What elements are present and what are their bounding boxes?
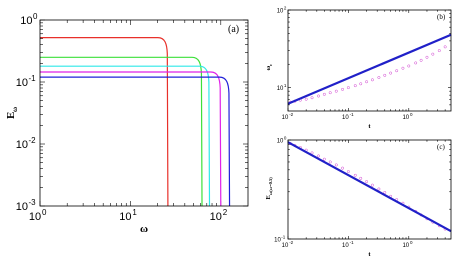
panel-c-y-axis-label-sub: ω(ω=0.5) <box>267 177 273 195</box>
panel-c-x-axis-label: t <box>368 251 371 258</box>
y-tick-label-exponent: -3 <box>28 198 36 207</box>
x-tick-label: 10 <box>209 211 222 223</box>
x-tick-label-exponent: 0 <box>409 112 413 117</box>
x-tick-label-exponent: 0 <box>42 208 47 217</box>
x-tick-label: 10 <box>342 243 349 249</box>
y-tick-label: 10 <box>15 139 28 151</box>
x-tick-label-exponent: -2 <box>289 240 294 245</box>
x-tick-label-exponent: -1 <box>349 240 354 245</box>
y-tick-label: 10 <box>276 8 284 15</box>
panel-b-y-axis-label-main: ω <box>265 65 272 71</box>
panel-b-y-axis-label-sub: c <box>267 64 273 66</box>
y-tick-label: 10 <box>276 138 284 145</box>
y-tick-label-exponent: -1 <box>28 74 36 83</box>
panel-c-label: (c) <box>437 143 445 151</box>
x-tick-label: 10 <box>119 211 132 223</box>
x-tick-label: 10 <box>28 211 42 223</box>
x-tick-label-exponent: 0 <box>409 240 413 245</box>
x-tick-label-exponent: 1 <box>132 208 137 217</box>
y-tick-label: 10 <box>15 77 28 89</box>
y-tick-label: 10 <box>276 86 284 93</box>
y-tick-label-exponent: 0 <box>283 135 287 141</box>
panel-b-x-axis-label: t <box>368 123 371 130</box>
panel-c-y-axis-label-main: E <box>265 195 272 200</box>
panel-a-y-axis-label-sub: ω <box>11 106 19 112</box>
y-tick-label-exponent: -2 <box>28 136 36 145</box>
x-tick-label-exponent: -2 <box>289 112 294 117</box>
panel-a-y-axis-label-main: E <box>5 111 17 119</box>
y-tick-label: 10 <box>20 15 33 27</box>
x-tick-label-exponent: 2 <box>222 208 228 217</box>
panel-b-label: (b) <box>437 13 446 21</box>
x-tick-label-exponent: -1 <box>349 112 354 117</box>
x-tick-label: 10 <box>281 243 289 249</box>
y-tick-label-exponent: 0 <box>33 12 38 21</box>
y-tick-label: 10 <box>274 237 281 244</box>
x-tick-label: 10 <box>281 115 289 121</box>
x-tick-label: 10 <box>342 115 349 121</box>
y-tick-label-exponent: 2 <box>283 5 287 11</box>
panel-a-x-axis-label: ω <box>139 223 149 235</box>
x-tick-label: 10 <box>402 115 410 121</box>
y-tick-label-exponent: -1 <box>281 234 286 240</box>
y-tick-label: 10 <box>15 201 28 213</box>
panel-a-label: (a) <box>228 24 240 35</box>
x-tick-label: 10 <box>402 243 410 249</box>
y-tick-label-exponent: 1 <box>283 83 287 89</box>
